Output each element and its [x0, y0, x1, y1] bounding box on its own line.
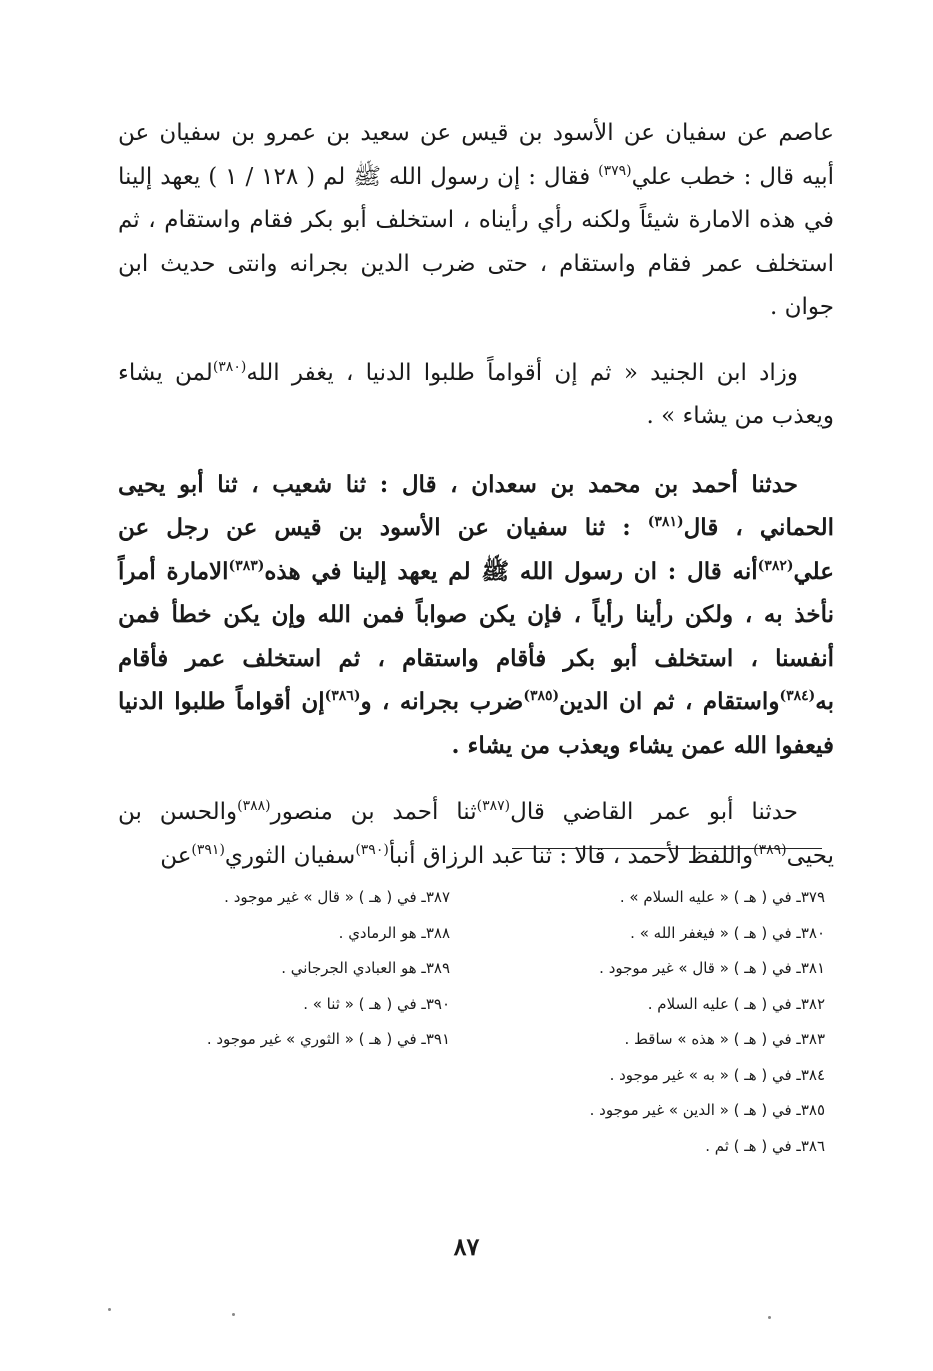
- footnote-marker: (٣٨٢): [757, 557, 794, 574]
- footnote: ٣٨٦ـ في ( هـ ) ثم .: [705, 1136, 825, 1155]
- footnote: ٣٧٩ـ في ( هـ ) « عليه السلام » .: [619, 888, 825, 906]
- footnote: ٣٨٥ـ في ( هـ ) « الدين » غير موجود .: [589, 1101, 825, 1119]
- page-number: ٨٧: [453, 1232, 480, 1261]
- text-run: عن: [160, 842, 192, 869]
- text-run: : ثنا سفيان عن الأسود بن قيس عن رجل عن علي: [118, 514, 834, 585]
- footnote-marker: (٣٩١): [191, 841, 225, 858]
- text-run: والحسن بن يحيى: [118, 799, 834, 869]
- footnote: ٣٨٤ـ في ( هـ ) « به » غير موجود .: [609, 1065, 825, 1084]
- footnote-marker: (٣٨١): [647, 514, 684, 530]
- footnote: ٣٩٠ـ في ( هـ ) « ثنا » .: [303, 994, 450, 1013]
- footnote-marker: (٣٨٥): [523, 688, 560, 704]
- footnote: ٣٨٠ـ في ( هـ ) « فيغفر الله » .: [630, 923, 825, 942]
- footnote: ٣٩١ـ في ( هـ ) « الثوري » غير موجود .: [206, 1030, 450, 1048]
- footnotes-left-column: [110, 880, 450, 1058]
- text-run: إن أقواماً طلبوا الدنيا فيعفوا الله عمن يشاء ويعذب من يشاء .: [118, 688, 834, 759]
- text-run: سفيان الثوري: [224, 842, 356, 869]
- footnotes-right-column: [520, 880, 825, 1164]
- text-run: لمن يشاء ويعذب من يشاء » .: [118, 359, 834, 429]
- footnote-marker: (٣٨٠): [212, 358, 247, 375]
- paper-speck: [768, 1316, 771, 1319]
- text-run: عاصم عن سفيان عن الأسود بن قيس عن سعيد بن عمرو بن سفيان عن أبيه قال : خطب علي: [118, 120, 834, 190]
- footnote: ٣٨١ـ في ( هـ ) « قال » غير موجود .: [599, 959, 825, 977]
- text-run: ثنا أحمد بن منصور: [270, 799, 477, 825]
- paragraph-4: [118, 791, 834, 878]
- text-run: أنه قال : ان رسول الله ﷺ لم يعهد إلينا في هذه: [264, 557, 758, 585]
- footnote-separator: [512, 848, 822, 849]
- footnote-marker: (٣٨٦): [324, 688, 361, 704]
- text-run: فقال : إن رسول الله ﷺ لم ( ١٢٨ / ١ ) يعهد إلينا في هذه الامارة شيئاً ولكنه رأي رأيناه ، استخلف أبو بكر فقام واستقام ، ثم استخلف عمر فقام واستقام ، حتى ضرب الدين بجرانه وانتى حديث ابن جوان .: [118, 163, 834, 320]
- footnote-marker: (٣٩٠): [355, 841, 389, 858]
- paragraph-1: [118, 112, 834, 330]
- text-run: حدثنا أحمد بن محمد بن سعدان ، قال : ثنا شعيب ، ثنا أبو يحيى الحماني ، قال: [118, 470, 834, 541]
- paragraph-3: [118, 463, 834, 768]
- paper-speck: [232, 1313, 235, 1316]
- text-run: واللفظ لأحمد ، قالا : ثنا عبد الرزاق أنبأ: [388, 842, 754, 869]
- footnote-marker: (٣٨٣): [228, 557, 265, 574]
- footnote: ٣٨٨ـ هو الرمادي .: [338, 923, 450, 942]
- footnote-marker: (٣٨٨): [237, 798, 271, 814]
- text-run: الامارة أمراً نأخذ به ، ولكن رأينا رأياً ، فإن يكن صواباً فمن الله وإن يكن خطأ فمن أنفسنا ، استخلف أبو بكر فأقام واستقام ، ثم استخلف عمر فأقام به: [118, 557, 834, 715]
- paragraph-2: [118, 352, 834, 439]
- text-run: ضرب بجرانه ، و: [360, 688, 524, 715]
- footnote-marker: (٣٨٤): [779, 688, 816, 704]
- text-run: حدثنا أبو عمر القاضي قال: [510, 799, 798, 825]
- main-text: [118, 112, 834, 902]
- footnote: ٣٨٩ـ هو العبادي الجرجاني .: [281, 959, 450, 977]
- text-run: وزاد ابن الجنيد « ثم إن أقواماً طلبوا الدنيا ، يغفر الله: [246, 359, 798, 386]
- footnote-marker: (٣٨٩): [753, 841, 787, 858]
- footnote: ٣٨٧ـ في ( هـ ) « قال » غير موجود .: [224, 888, 450, 906]
- footnote: ٣٨٣ـ في ( هـ ) « هذه » ساقط .: [624, 1030, 825, 1048]
- text-run: واستقام ، ثم ان الدين: [559, 688, 780, 715]
- footnote: ٣٨٢ـ في ( هـ ) عليه السلام .: [647, 994, 825, 1013]
- footnote-marker: (٣٨٧): [476, 798, 511, 814]
- footnote-marker: (٣٧٩): [598, 162, 632, 179]
- paper-speck: [108, 1308, 111, 1311]
